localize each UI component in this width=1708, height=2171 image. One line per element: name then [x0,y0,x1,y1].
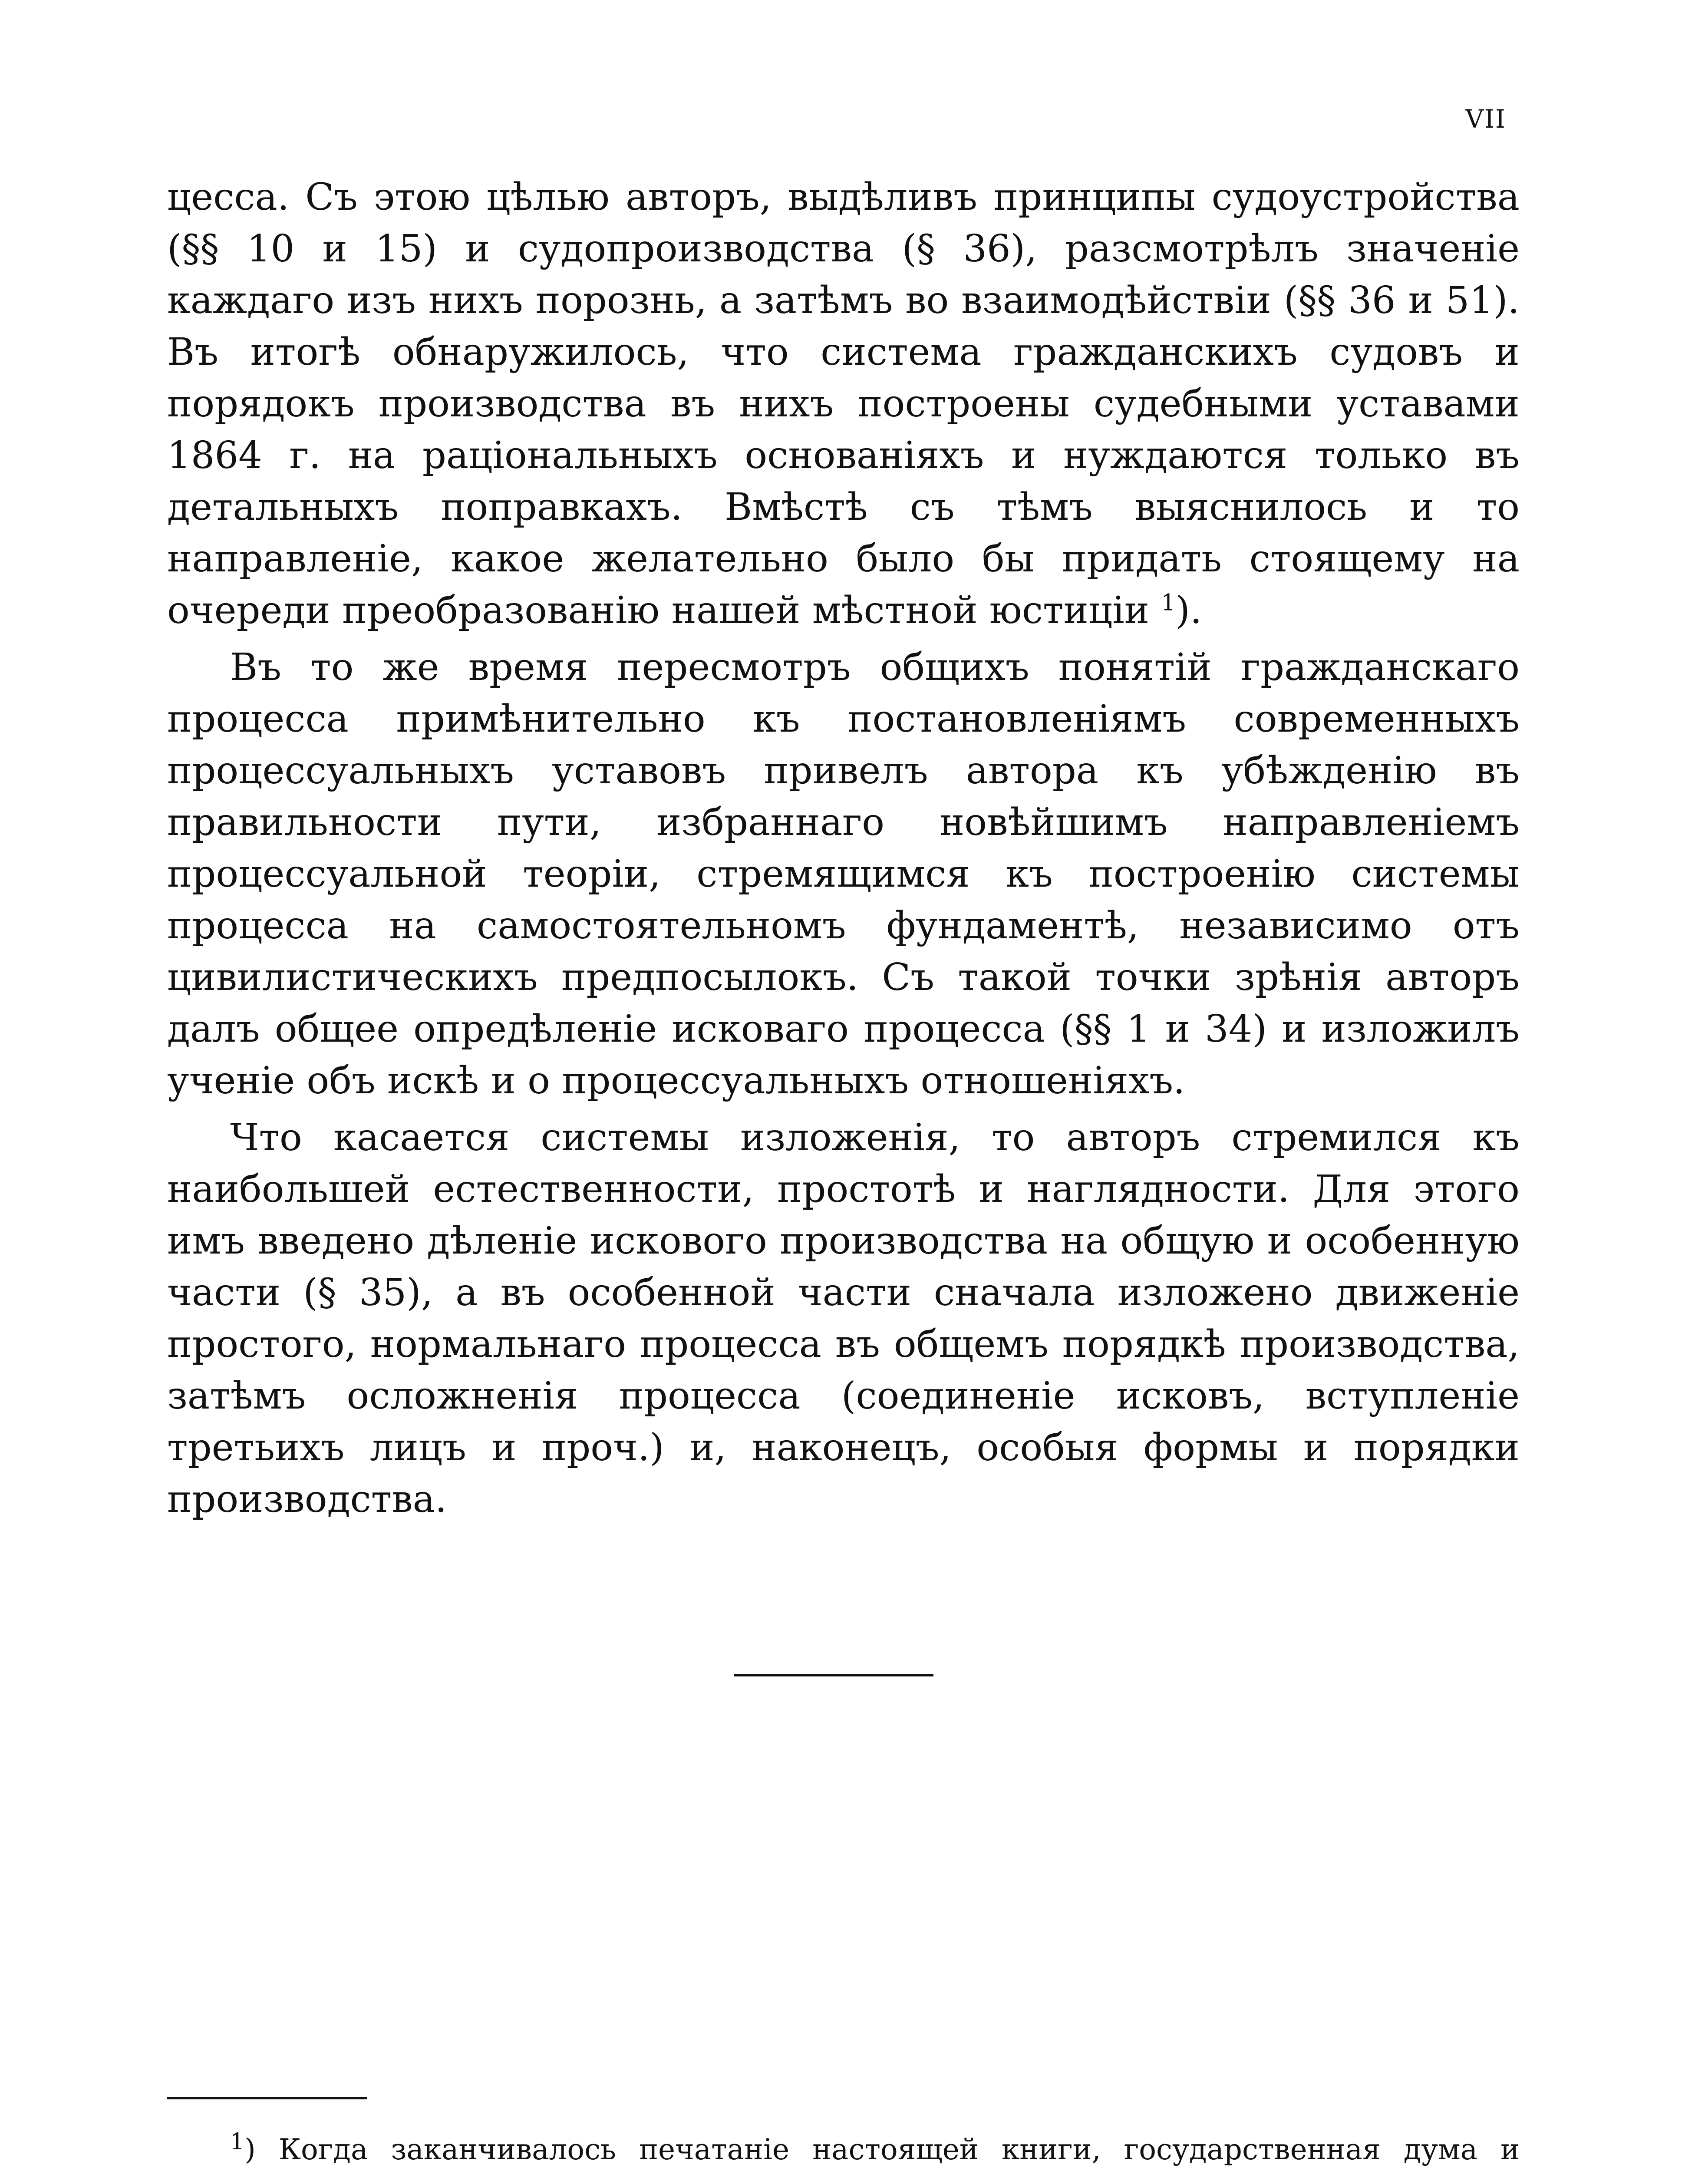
page-number: VII [1465,104,1506,134]
footnote-separator [167,2097,367,2099]
paragraph-3: Что касается системы изложенія, то авторъ стремился къ наибольшей естественности, простотѣ и наглядности. Для этого имъ введено дѣленіе искового производства на общую и особенную части (§ 35), а въ особенной части сначала изложено движеніе простого, нормальнаго процесса въ общемъ порядкѣ производства, затѣмъ осложненія процесса (соединеніе исковъ, вступленіе третьихъ лицъ и проч.) и, наконецъ, особыя формы и порядки производства. [167,1116,1520,1521]
footnote-1-text: ) Когда заканчивалось печатаніе настоящей книги, государственная дума и [244,2133,1520,2166]
paragraph-1 [167,172,1520,637]
paragraph-2: Въ то же время пересмотръ общихъ понятій гражданскаго процесса примѣнительно къ постановленіямъ современныхъ процессуальныхъ уставовъ привелъ автора къ убѣжденію въ правильности пути, избраннаго новѣйшимъ направленіемъ процессуальной теоріи, стремящимся къ построенію системы процесса на самостоятельномъ фундаментѣ, независимо отъ цивилистическихъ предпосылокъ. Съ такой точки зрѣнія авторъ далъ общее опредѣленіе исковаго процесса (§§ 1 и 34) и изложилъ ученіе объ искѣ и о процессуальныхъ отношеніяхъ. [167,646,1520,1102]
main-text [167,172,1520,1531]
footnote-1 [167,2128,1520,2171]
footnote-reference[interactable]: 1 [1161,590,1176,616]
paragraph-1-text: цесса. Съ этою цѣлью авторъ, выдѣливъ принципы судоустройства (§§ 10 и 15) и судопроизводства (§ 36), разсмотрѣлъ значеніе каждаго изъ нихъ порознь, а затѣмъ во взаимодѣйствіи (§§ 36 и 51). Въ итогѣ обнаружилось, что система гражданскихъ судовъ и порядокъ производства въ нихъ построены судебными уставами 1864 г. на раціональныхъ основаніяхъ и нуждаются только въ детальныхъ поправкахъ. Вмѣстѣ съ тѣмъ выяснилось и то направленіе, какое желательно было бы придать стоящему на очереди преобразованію нашей мѣстной юстиціи [167,175,1520,632]
section-divider [734,1674,933,1676]
paragraph-1-tail: ). [1175,589,1202,632]
footnotes [167,2128,1520,2171]
footnote-marker: 1 [230,2129,245,2155]
